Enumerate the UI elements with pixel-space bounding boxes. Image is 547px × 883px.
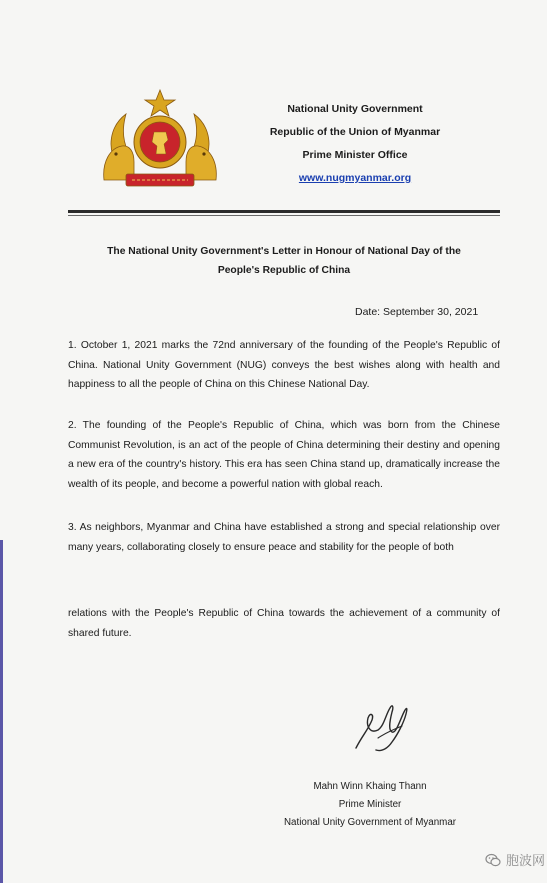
website-link[interactable]: www.nugmyanmar.org bbox=[298, 172, 412, 184]
signer-title: Prime Minister bbox=[338, 799, 402, 810]
left-edge-stripe bbox=[0, 540, 3, 883]
country-name: Republic of the Union of Myanmar bbox=[269, 126, 441, 138]
header-divider-thick bbox=[68, 210, 500, 213]
signer-name: Mahn Winn Khaing Thann bbox=[313, 781, 427, 792]
handwritten-signature-icon bbox=[348, 690, 418, 760]
org-name: National Unity Government bbox=[287, 103, 423, 115]
paragraph-3: 3. As neighbors, Myanmar and China have established a strong and special relationship over many years, collaborating closely to ensure peace and stability for the people of both bbox=[68, 522, 500, 553]
paragraph-4: relations with the People's Republic of China towards the achievement of a community of shared future. bbox=[68, 608, 500, 639]
signature-block bbox=[270, 778, 470, 832]
letter-title-line1: The National Unity Government's Letter in Honour of National Day of the bbox=[107, 246, 461, 257]
letter-title-line2: People's Republic of China bbox=[217, 265, 351, 276]
header-divider-thin bbox=[68, 215, 500, 216]
paragraph-2: 2. The founding of the People's Republic of China, which was born from the Chinese Communist Revolution, is an act of the people of China determining their destiny and opening a new era of the country's history. This era has seen China stand up, dramatically increase the wealth of its people, and become a powerful nation with global reach. bbox=[68, 420, 500, 490]
letterhead bbox=[250, 98, 460, 190]
letter-title bbox=[68, 242, 500, 280]
wechat-icon bbox=[485, 852, 501, 868]
paragraph-1: 1. October 1, 2021 marks the 72nd anniversary of the founding of the People's Republic of China. National Unity Government (NUG) conveys the best wishes along with health and happiness to all the people of China on this Chinese National Day. bbox=[68, 340, 500, 390]
state-seal-emblem-icon bbox=[100, 88, 220, 192]
letter-date: Date: September 30, 2021 bbox=[355, 306, 479, 318]
watermark bbox=[485, 850, 545, 869]
watermark-text: 胞波网 bbox=[506, 854, 546, 869]
signer-organization: National Unity Government of Myanmar bbox=[283, 817, 457, 828]
office-name: Prime Minister Office bbox=[302, 149, 408, 161]
